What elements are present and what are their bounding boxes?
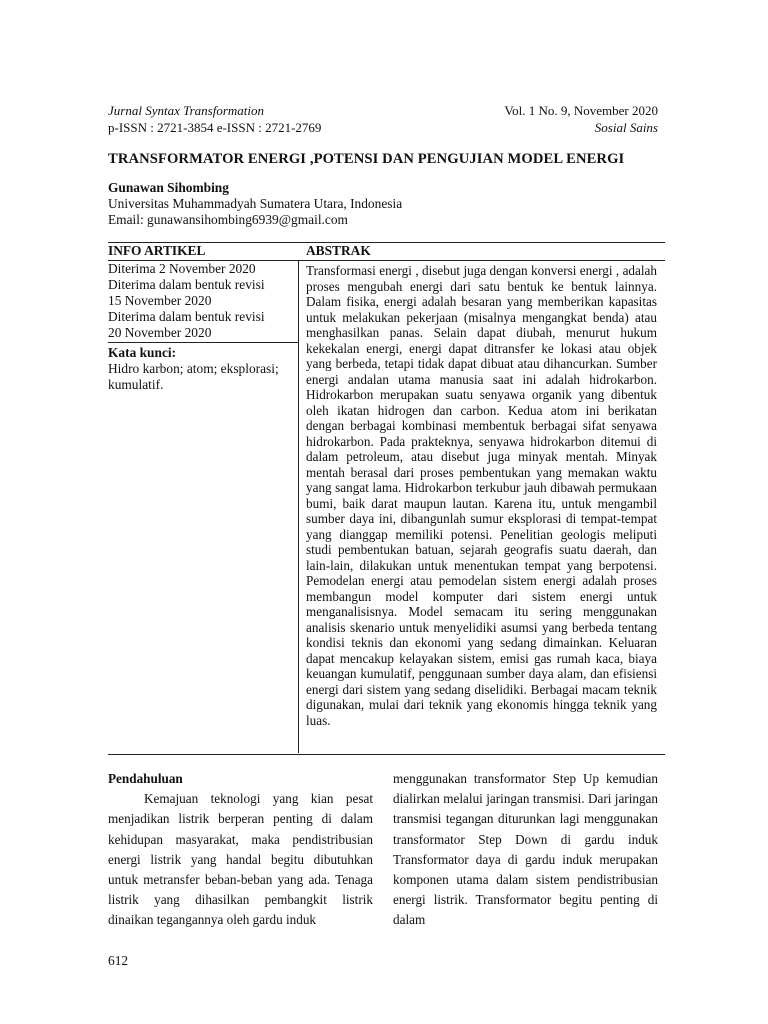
keywords-heading: Kata kunci: (108, 345, 177, 360)
body-paragraph-left: Kemajuan teknologi yang kian pesat menjadikan listrik berperan penting di dalam kehidupan masyarakat, maka pendistribusian energi listrik yang handal begitu dibutuhkan untuk metransfer beban-beban yang ada. Tenaga listrik yang dihasilkan pembangkit listrik dinaikan tegangannya oleh gardu induk (108, 791, 373, 928)
body-paragraph-right: menggunakan transformator Step Up kemudian dialirkan melalui jaringan transmisi. Dari jaringan transmisi tegangan diturunkan lagi menggunakan transformator Step Down di gardu induk Transformator daya di gardu induk merupakan komponen utama dalam sistem pendistribusian energi listrik. Transformator begitu penting di dalam (393, 771, 658, 928)
info-artikel-heading: INFO ARTIKEL (108, 243, 206, 258)
journal-name: Jurnal Syntax Transformation (108, 103, 265, 118)
article-info-column (108, 261, 293, 393)
volume-info: Vol. 1 No. 9, November 2020 (504, 103, 658, 118)
table-bottom-rule (108, 754, 665, 755)
date-revised-label-1: Diterima dalam bentuk revisi (108, 277, 265, 292)
abstract-text: Transformasi energi , disebut juga dengan konversi energi , adalah proses mengubah energi dari satu bentuk ke bentuk lainnya. Dalam fisika, energi adalah besaran yang memberikan kapasitas untuk melakukan pekerjaan (misalnya mengangkat benda) atau menghasilkan panas. Selain dapat diubah, menurut hukum kekekalan energi, energi dapat ditransfer ke lokasi atau objek yang berbeda, tetapi tidak dapat dibuat atau dihancurkan. Sumber energi andalan utama manusia saat ini adalah hidrokarbon. Hidrokarbon merupakan suatu senyawa organik yang dibentuk oleh ikatan hidrogen dan carbon. Kedua atom ini berikatan dengan berbagai kombinasi membentuk berbagai sifat senyawa hidrokarbon. Pada prakteknya, senyawa hidrokarbon ditemui di dalam petroleum, atau disebut juga minyak mentah. Minyak mentah berasal dari proses pembentukan yang memakan waktu yang sangat lama. Hidrokarbon terkubur jauh dibawah permukaan bumi, baik darat maupun lautan. Karena itu, untuk mengambil sumber daya ini, dibangunlah sumur eksplorasi di tempat-tempat yang dianggap memiliki potensi. Penelitian geologis meliputi studi pembentukan batuan, sejarah geografis suatu daerah, dan lain-lain, dilakukan untuk menentukan tempat yang berpotensi. Pemodelan energi atau pemodelan sistem energi adalah proses membangun model komputer dari sistem energi untuk menganalisisnya. Model semacam itu sering menggunakan analisis skenario untuk menyelidiki asumsi yang berbeda tentang kondisi teknis dan ekonomi yang sedang dimainkan. Keluaran dapat mencakup kelayakan sistem, emisi gas rumah kaca, biaya keuangan kumulatif, penggunaan sumber daya alam, dan efisiensi energi dari sistem yang sedang diselidiki. Berbagai macam teknik digunakan, mulai dari teknik yang ekonomis hingga teknik yang luas. (306, 263, 657, 728)
keywords-rule (108, 342, 298, 343)
section-label: Sosial Sains (594, 120, 658, 135)
section-heading: Pendahuluan (108, 771, 183, 786)
date-received: Diterima 2 November 2020 (108, 261, 256, 276)
issn-info: p-ISSN : 2721-3854 e-ISSN : 2721-2769 (108, 120, 322, 135)
author-affiliation: Universitas Muhammadyah Sumatera Utara, Indonesia (108, 196, 403, 211)
keywords-text: Hidro karbon; atom; eksplorasi; kumulatif. (108, 361, 279, 392)
body-left-column (108, 769, 373, 931)
date-revised-label-2: Diterima dalam bentuk revisi (108, 309, 265, 324)
author-email: Email: gunawansihombing6939@gmail.com (108, 212, 348, 227)
body-right-column (393, 769, 658, 931)
paper-title: TRANSFORMATOR ENERGI ,POTENSI DAN PENGUJIAN MODEL ENERGI (108, 151, 625, 167)
date-revised-1: 15 November 2020 (108, 293, 212, 308)
column-divider (298, 261, 299, 753)
date-revised-2: 20 November 2020 (108, 325, 212, 340)
abstrak-heading: ABSTRAK (306, 243, 371, 258)
page-number: 612 (108, 953, 129, 968)
author-block (108, 180, 402, 228)
author-name: Gunawan Sihombing (108, 180, 229, 195)
